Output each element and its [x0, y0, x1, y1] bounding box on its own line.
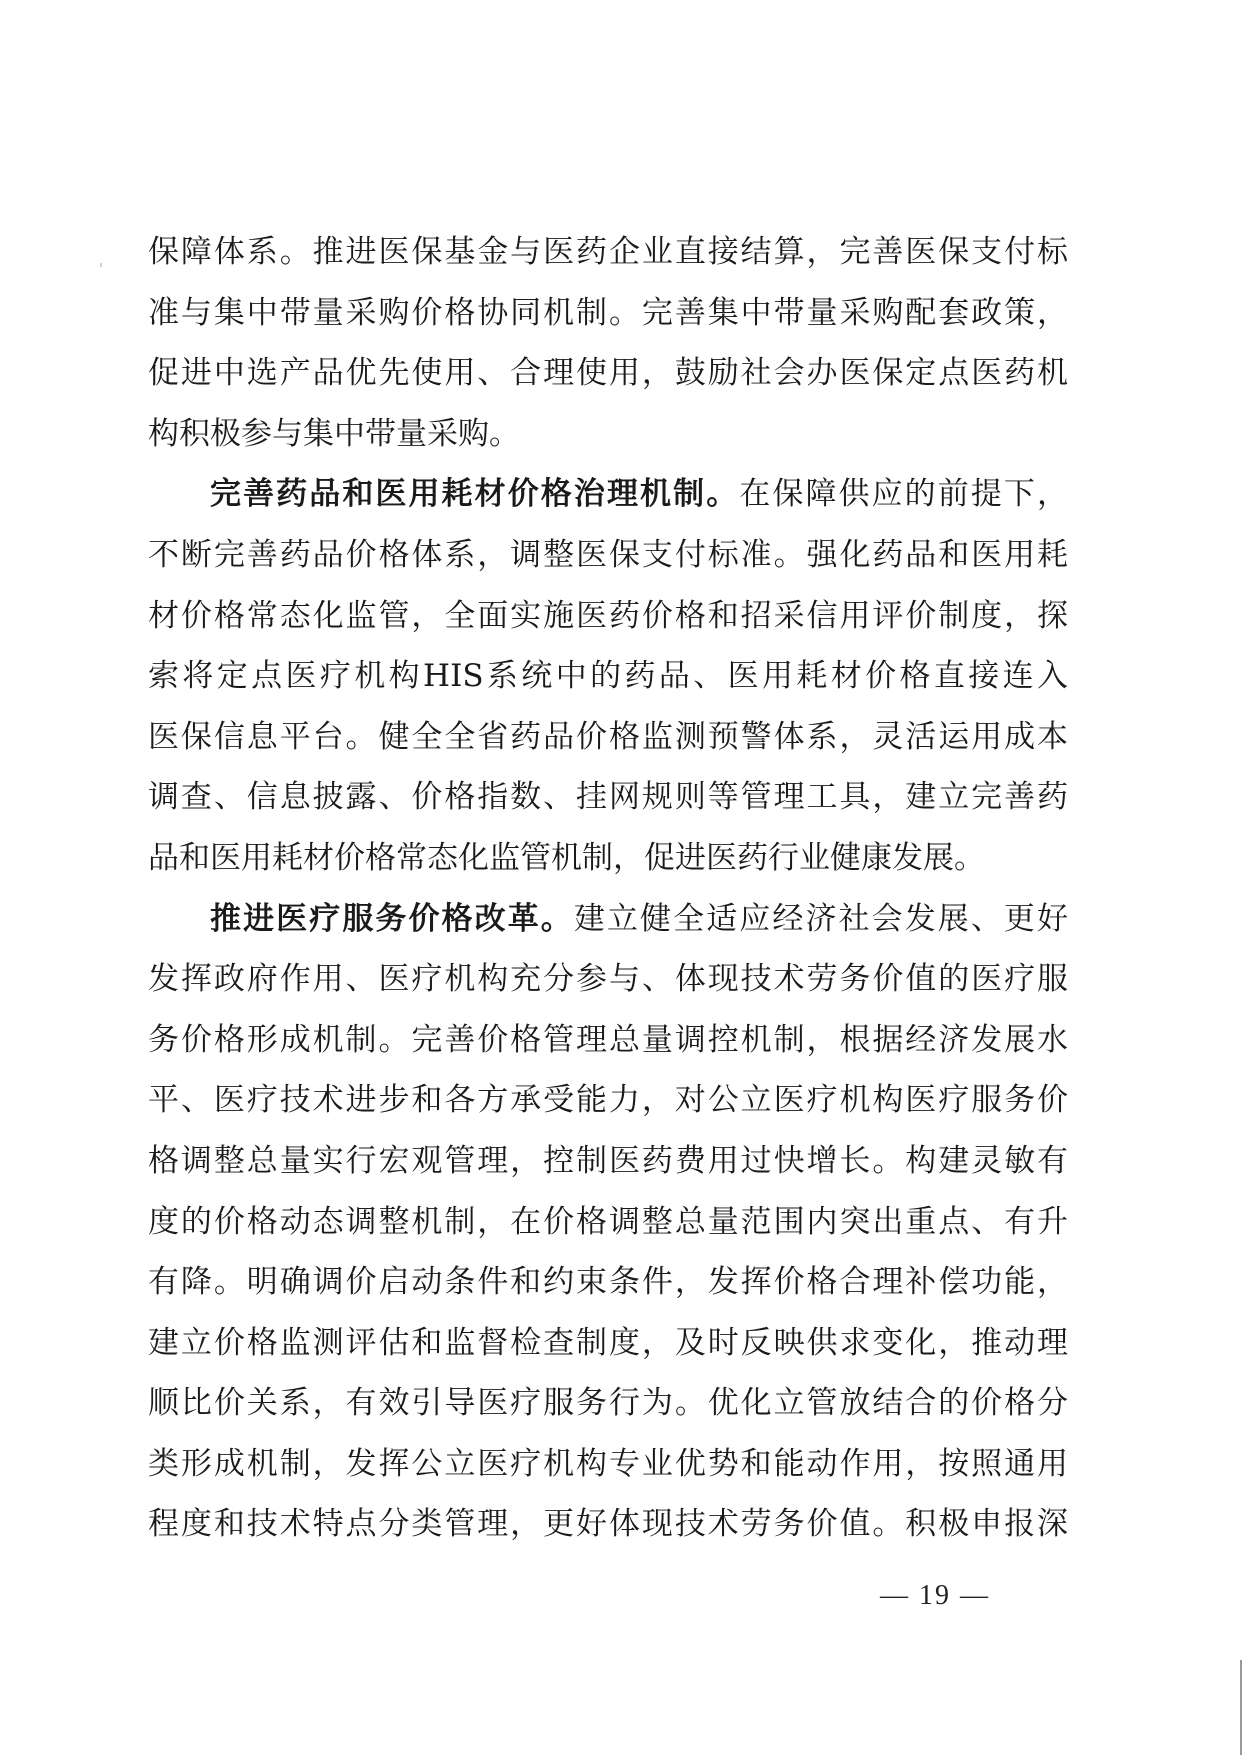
section-heading-medical-service-price-reform: 推进医疗服务价格改革。 [210, 900, 574, 937]
text-line: 品和医用耗材价格常态化监管机制，促进医药行业健康发展。 [148, 839, 985, 876]
text-line: 构积极参与集中带量采购。 [148, 415, 520, 452]
text-line: 顺比价关系，有效引导医疗服务行为。优化立管放结合的价格分 [148, 1385, 1068, 1422]
text-line: 促进中选产品优先使用、合理使用，鼓励社会办医保定点医药机 [148, 355, 1068, 392]
paragraph-heading-line [148, 464, 1068, 525]
text-line: 准与集中带量采购价格协同机制。完善集中带量采购配套政策， [148, 294, 1068, 331]
section-heading-drug-price-governance: 完善药品和医用耗材价格治理机制。 [210, 476, 740, 513]
text-line: 发挥政府作用、医疗机构充分参与、体现技术劳务价值的医疗服 [148, 961, 1068, 998]
text-line-continuation: 在保障供应的前提下， [739, 476, 1069, 513]
text-line: 程度和技术特点分类管理，更好体现技术劳务价值。积极申报深 [148, 1506, 1068, 1543]
text-line: 保障体系。推进医保基金与医药企业直接结算，完善医保支付标 [148, 234, 1068, 270]
text-line-continuation: 建立健全适应经济社会发展、更好 [573, 900, 1069, 937]
text-line: 平、医疗技术进步和各方承受能力，对公立医疗机构医疗服务价 [148, 1082, 1068, 1119]
text-line: 医保信息平台。健全全省药品价格监测预警体系，灵活运用成本 [148, 718, 1068, 755]
text-line: 不断完善药品价格体系，调整医保支付标准。强化药品和医用耗 [148, 536, 1068, 573]
paragraph-heading-line [148, 889, 1068, 950]
text-line: 格调整总量实行宏观管理，控制医药费用过快增长。构建灵敏有 [148, 1142, 1068, 1179]
text-line: 建立价格监测评估和监督检查制度，及时反映供求变化，推动理 [148, 1324, 1068, 1361]
text-line: 类形成机制，发挥公立医疗机构专业优势和能动作用，按照通用 [148, 1445, 1068, 1482]
text-line: 度的价格动态调整机制，在价格调整总量范围内突出重点、有升 [148, 1203, 1068, 1240]
text-line: 务价格形成机制。完善价格管理总量调控机制，根据经济发展水 [148, 1021, 1068, 1058]
scan-artifact [100, 263, 102, 267]
text-line: 材价格常态化监管，全面实施医药价格和招采信用评价制度，探 [148, 597, 1068, 634]
text-line: 调查、信息披露、价格指数、挂网规则等管理工具，建立完善药 [148, 779, 1068, 816]
text-line: 索将定点医疗机构HIS系统中的药品、医用耗材价格直接连入 [148, 658, 1068, 695]
page-number: — 19 — [880, 1580, 990, 1611]
text-line: 有降。明确调价启动条件和约束条件，发挥价格合理补偿功能， [148, 1264, 1068, 1301]
body-text [148, 222, 1068, 1555]
